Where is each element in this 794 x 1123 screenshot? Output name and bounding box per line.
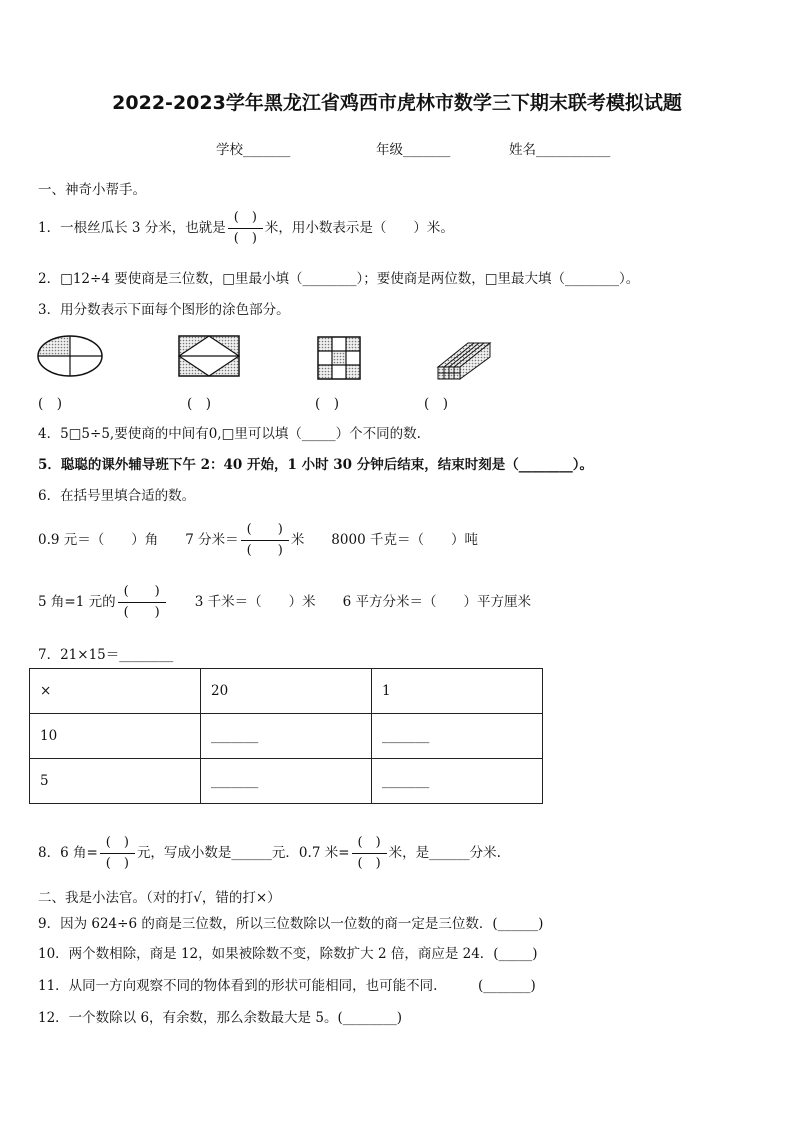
q1-text-a: 1．一根丝瓜长 3 分米，也就是 <box>38 220 226 236</box>
question-12: 12．一个数除以 6，有余数，那么余数最大是 5。(________) <box>38 1010 402 1026</box>
table-row <box>30 759 543 804</box>
question-2: 2．□12÷4 要使商是三位数，□里最小填（________）；要使商是两位数，□里最大填（________）。 <box>38 271 640 287</box>
table-cell: _______ <box>372 759 543 804</box>
school-field: 学校_______ <box>216 142 291 158</box>
q3-answer-4: ( ) <box>424 396 449 412</box>
table-cell: 10 <box>30 714 201 759</box>
question-11: 11．从同一方向观察不同的物体看到的形状可能相同，也可能不同. (_______) <box>38 978 536 994</box>
q6-row1-text-a: 0.9 元＝（ ）角 7 分米＝ <box>38 532 239 548</box>
question-5: 5．聪聪的课外辅导班下午 2：40 开始，1 小时 30 分钟后结束，结束时刻是（________）。 <box>38 457 594 473</box>
stacked-bars-figure <box>438 341 494 381</box>
name-field: 姓名___________ <box>509 142 611 158</box>
table-cell: 5 <box>30 759 201 804</box>
question-3: 3．用分数表示下面每个图形的涂色部分。 <box>38 302 290 318</box>
q8-text-c: 米，是______分米. <box>388 845 501 861</box>
section-1-heading: 一、神奇小帮手。 <box>38 182 146 198</box>
table-row <box>30 714 543 759</box>
q8-numerator-1: ( ) <box>100 835 135 854</box>
rectangle-rhombus-figure <box>179 336 239 376</box>
q6-row1-fraction <box>241 522 289 559</box>
table-cell: _______ <box>201 714 372 759</box>
table-cell: × <box>30 669 201 714</box>
q1-denominator: ( ) <box>233 231 257 246</box>
q6-row2-text-a: 5 角=1 元的 <box>38 594 116 610</box>
question-6: 6．在括号里填合适的数。 <box>38 488 196 504</box>
question-4: 4．5□5÷5,要使商的中间有0,□里可以填（_____）个不同的数. <box>38 426 421 442</box>
q6-row1-numerator: ( ) <box>241 522 289 541</box>
table-cell: 20 <box>201 669 372 714</box>
q6-row-1 <box>38 522 478 559</box>
q8-fraction-2 <box>352 835 387 872</box>
q8-denominator-1: ( ) <box>105 856 129 871</box>
table-cell: 1 <box>372 669 543 714</box>
q1-text-b: 米，用小数表示是（ ）米。 <box>264 220 454 236</box>
q6-row2-text-b: 3 千米＝（ ）米 6 平方分米＝（ ）平方厘米 <box>167 594 531 610</box>
q1-fraction <box>228 210 263 247</box>
question-8 <box>38 835 501 872</box>
q6-row-2 <box>38 584 531 621</box>
q3-answer-1: ( ) <box>38 396 63 412</box>
q8-text-b: 元，写成小数是______元．0.7 米= <box>136 845 350 861</box>
multiplication-table <box>29 668 543 804</box>
q6-row1-denominator: ( ) <box>246 543 283 558</box>
question-7: 7．21×15＝________ <box>38 647 174 663</box>
table-row <box>30 669 543 714</box>
q6-row2-denominator: ( ) <box>123 605 160 620</box>
q6-row2-fraction <box>118 584 166 621</box>
q1-numerator: ( ) <box>228 210 263 229</box>
ellipse-figure <box>36 334 104 378</box>
question-1 <box>38 210 454 247</box>
q3-answer-2: ( ) <box>187 396 212 412</box>
table-cell: _______ <box>372 714 543 759</box>
grid-figure <box>318 337 360 379</box>
q6-row2-numerator: ( ) <box>118 584 166 603</box>
section-2-heading: 二、我是小法官。（对的打√，错的打×） <box>38 890 281 906</box>
table-cell: _______ <box>201 759 372 804</box>
question-9: 9．因为 624÷6 的商是三位数，所以三位数除以一位数的商一定是三位数．(______) <box>38 916 544 932</box>
grade-field: 年级_______ <box>376 142 451 158</box>
q8-numerator-2: ( ) <box>352 835 387 854</box>
q8-denominator-2: ( ) <box>357 856 381 871</box>
page-title: 2022-2023学年黑龙江省鸡西市虎林市数学三下期末联考模拟试题 <box>112 92 682 114</box>
q8-text-a: 8．6 角= <box>38 845 98 861</box>
q3-answer-3: ( ) <box>315 396 340 412</box>
q6-row1-text-b: 米 8000 千克＝（ ）吨 <box>290 532 478 548</box>
question-10: 10．两个数相除，商是 12，如果被除数不变，除数扩大 2 倍，商应是 24．(_____) <box>38 946 538 962</box>
q8-fraction-1 <box>100 835 135 872</box>
